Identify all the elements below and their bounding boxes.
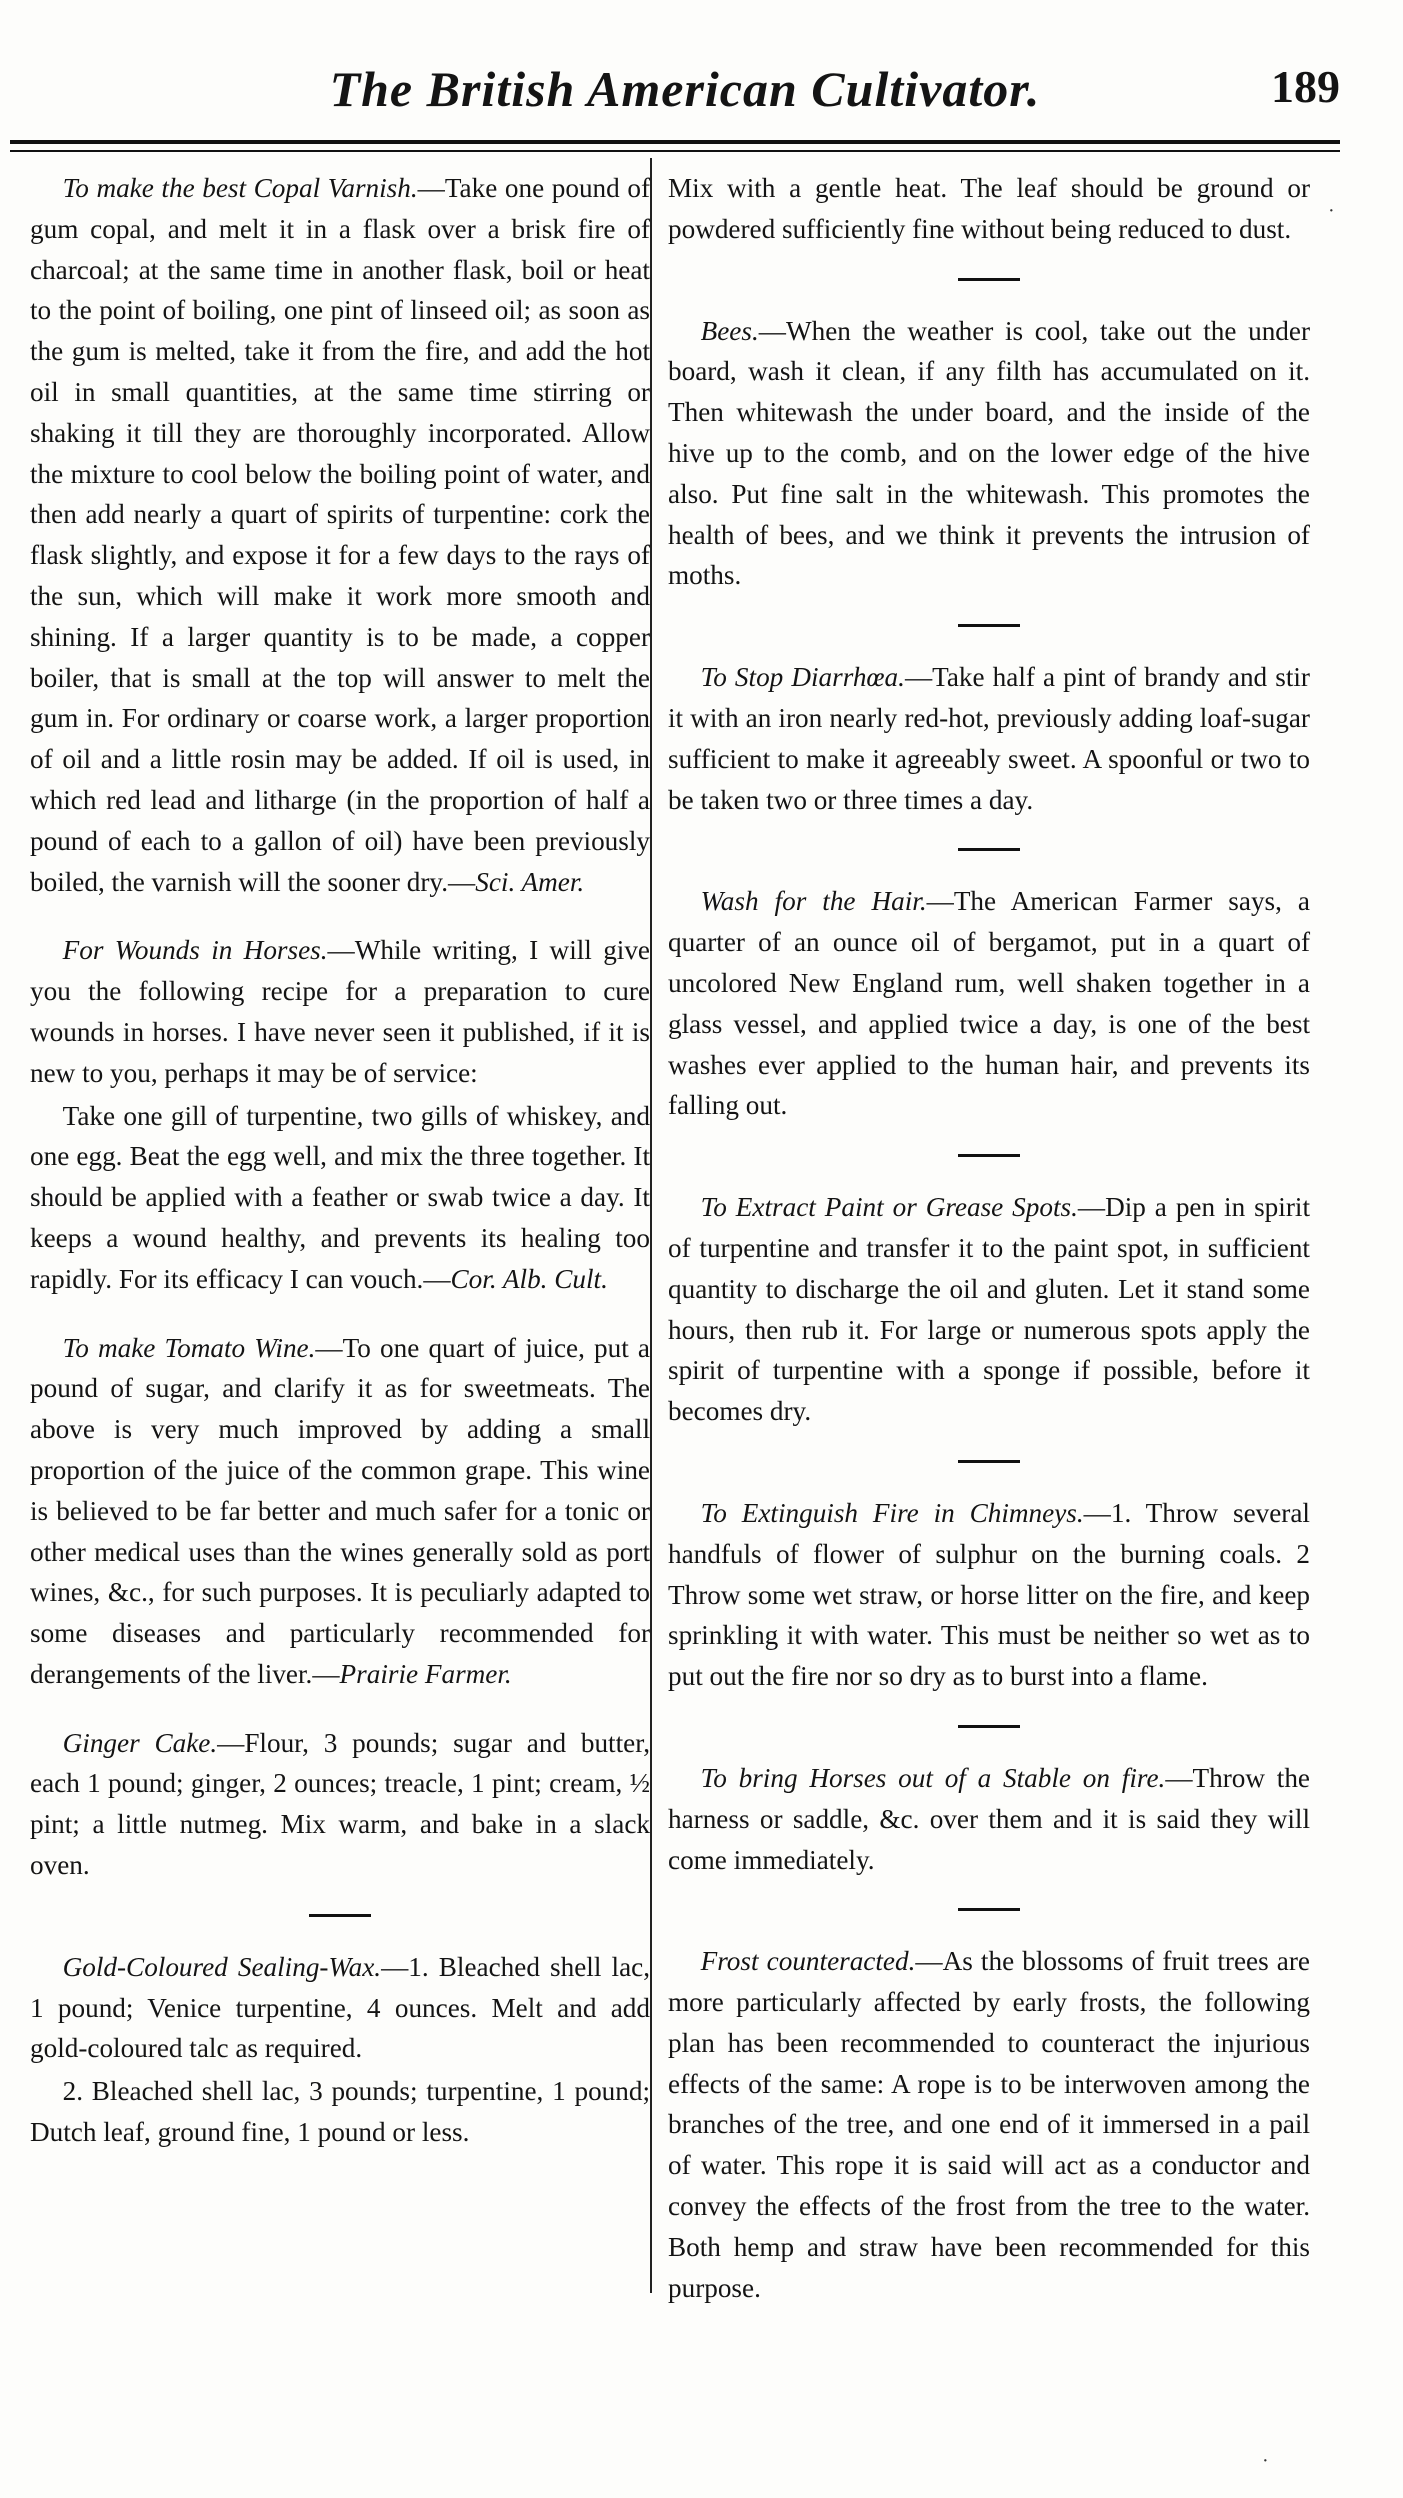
print-speck: · (1328, 200, 1335, 222)
article (30, 168, 650, 902)
print-speck: · (1262, 2450, 1269, 2472)
article (668, 1187, 1310, 1432)
header-rule-thin (10, 150, 1340, 152)
article-text: —To one quart of juice, put a pound of sugar, and clarify it as for sweetmeats. The above is very much improved by adding a small proportion of the juice of the common grape. This wine is believed to be far better and much safer for a tonic or other medical uses than the wines generally sold as port wines, &c., for such purposes. It is peculiarly adapted to some diseases and particularly recommended for derangements of the liver.— (30, 1332, 650, 1689)
article-text: —As the blossoms of fruit trees are more particularly affected by early frosts, the following plan has been recommended to counteract the injurious effects of the same: A rope is to be interwoven among the branches of the tree, and one end of it immersed in a pail of water. This rope it is said will act as a conductor and convey the effects of the frost from the tree to the water. Both hemp and straw have been recommended for this purpose. (668, 1946, 1310, 2303)
article (668, 881, 1310, 1126)
masthead (30, 60, 1340, 140)
article-heading: To make the best Copal Varnish. (62, 173, 418, 203)
article-paragraph (30, 2071, 650, 2153)
article-text: 2. Bleached shell lac, 3 pounds; turpentine, 1 pound; Dutch leaf, ground fine, 1 pound or less. (30, 2076, 650, 2148)
article-separator (958, 624, 1020, 627)
article-paragraph (668, 311, 1310, 597)
column-divider (650, 158, 652, 2293)
article-heading: Frost counteracted. (700, 1946, 916, 1977)
article-paragraph (668, 168, 1310, 250)
article-heading: To Extinguish Fire in Chimneys. (700, 1497, 1084, 1528)
article-citation: Prairie Farmer. (339, 1658, 512, 1689)
article-paragraph (668, 1758, 1310, 1880)
article-heading: To make Tomato Wine. (62, 1332, 316, 1363)
article-heading: Gold-Coloured Sealing-Wax. (62, 1951, 382, 1982)
article-separator (958, 1154, 1020, 1157)
article-heading: Ginger Cake. (62, 1727, 218, 1758)
article-heading: For Wounds in Horses. (62, 935, 328, 966)
article-separator (958, 1460, 1020, 1463)
article-text: —While writing, I will give you the following recipe for a preparation to cure wounds in horses. I have never seen it published, if it is new to you, perhaps it may be of service: (30, 935, 651, 1088)
article-text: —Dip a pen in spirit of turpentine and transfer it to the paint spot, in sufficient quantity to discharge the oil and gluten. Let it stand some hours, then rub it. For large or numerous spots apply the spirit of turpentine with a sponge if possible, before it becomes dry. (668, 1192, 1310, 1427)
article-separator (958, 278, 1020, 281)
article-paragraph (30, 1328, 650, 1695)
article-heading: Bees. (700, 315, 759, 346)
article-separator (958, 1725, 1020, 1728)
article-separator (309, 1914, 371, 1917)
article (30, 1947, 650, 2153)
article (668, 1758, 1310, 1880)
article-text: —1. Throw several handfuls of flower of sulphur on the burning coals. 2 Throw some wet straw, or horse litter on the fire, and keep sprinkling it with water. This must be neither so wet as to put out the fire nor so dry as to burst into a flame. (668, 1497, 1310, 1692)
article (668, 1941, 1310, 2308)
article-paragraph (30, 1947, 650, 2069)
article-text: —Take half a pint of brandy and stir it with an iron nearly red-hot, previously adding loaf-sugar sufficient to make it agreeably sweet. A spoonful or two to be taken two or three times a day. (668, 662, 1310, 815)
article-text: —Take one pound of gum copal, and melt it in a flask over a brisk fire of charcoal; at the same time in another flask, boil or heat to the point of boiling, one pint of linseed oil; as soon as the gum is melted, take it from the fire, and add the hot oil in small quantities, at the same time stirring or shaking it till they are thoroughly incorporated. Allow the mixture to cool below the boiling point of water, and then add nearly a quart of spirits of turpentine: cork the flask slightly, and expose it for a few days to the rays of the sun, which will make it work more smooth and shining. If a larger quantity is to be made, a copper boiler, that is small at the top will answer to melt the gum in. For ordinary or coarse work, a larger proportion of oil and a little rosin may be added. If oil is used, in which red lead and litharge (in the proportion of half a pound of each to a gallon of oil) have been previously boiled, the varnish will the sooner dry.— (30, 173, 650, 897)
article-separator (958, 848, 1020, 851)
article-text: —The American Farmer says, a quarter of an ounce oil of bergamot, put in a quart of uncolored New England rum, well shaken together in a glass vessel, and applied twice a day, is one of the best washes ever applied to the human hair, and prevents its falling out. (668, 886, 1310, 1121)
article (668, 311, 1310, 597)
article-paragraph (668, 881, 1310, 1126)
article-heading: To Extract Paint or Grease Spots. (700, 1192, 1078, 1223)
article-paragraph (668, 1941, 1310, 2308)
left-column (30, 168, 650, 2181)
right-column (668, 168, 1310, 2336)
article-paragraph (668, 1187, 1310, 1432)
article-text: —When the weather is cool, take out the under board, wash it clean, if any filth has accumulated on it. Then whitewash the under board, and the inside of the hive up to the comb, and on the lower edge of the hive also. Put fine salt in the whitewash. This promotes the health of bees, and we think it prevents the intrusion of moths. (668, 315, 1310, 591)
article-text: —Throw the harness or saddle, &c. over them and it is said they will come immediately. (668, 1762, 1310, 1875)
article-paragraph (30, 1096, 650, 1300)
article-paragraph (30, 1723, 650, 1886)
article-paragraph (30, 168, 650, 902)
article-heading: To bring Horses out of a Stable on fire. (700, 1762, 1166, 1793)
article-heading: Wash for the Hair. (700, 886, 927, 917)
article-heading: To Stop Diarrhœa. (700, 662, 905, 693)
article-citation: Cor. Alb. Cult. (450, 1263, 608, 1294)
article (668, 1493, 1310, 1697)
article-separator (958, 1908, 1020, 1911)
page-number: 189 (1271, 61, 1340, 112)
article (668, 657, 1310, 820)
article-citation: Sci. Amer. (475, 866, 585, 897)
article-text: —1. Bleached shell lac, 1 pound; Venice turpentine, 4 ounces. Melt and add gold-coloured talc as required. (30, 1951, 650, 2064)
header-rule-thick (10, 140, 1340, 144)
article-text: Mix with a gentle heat. The leaf should be ground or powdered sufficiently fine without being reduced to dust. (668, 173, 1310, 244)
article-text: —Flour, 3 pounds; sugar and butter, each 1 pound; ginger, 2 ounces; treacle, 1 pint; cream, ½ pint; a little nutmeg. Mix warm, and bake in a slack oven. (30, 1727, 650, 1881)
article-paragraph (30, 930, 650, 1093)
article-paragraph (668, 1493, 1310, 1697)
article (668, 168, 1310, 250)
article-paragraph (668, 657, 1310, 820)
article (30, 1723, 650, 1886)
publication-title: The British American Cultivator. (329, 61, 1041, 117)
article (30, 930, 650, 1299)
article-text: Take one gill of turpentine, two gills of whiskey, and one egg. Beat the egg well, and mix the three together. It should be applied with a feather or swab twice a day. It keeps a wound healthy, and prevents its healing too rapidly. For its efficacy I can vouch.— (30, 1100, 650, 1294)
article (30, 1328, 650, 1695)
